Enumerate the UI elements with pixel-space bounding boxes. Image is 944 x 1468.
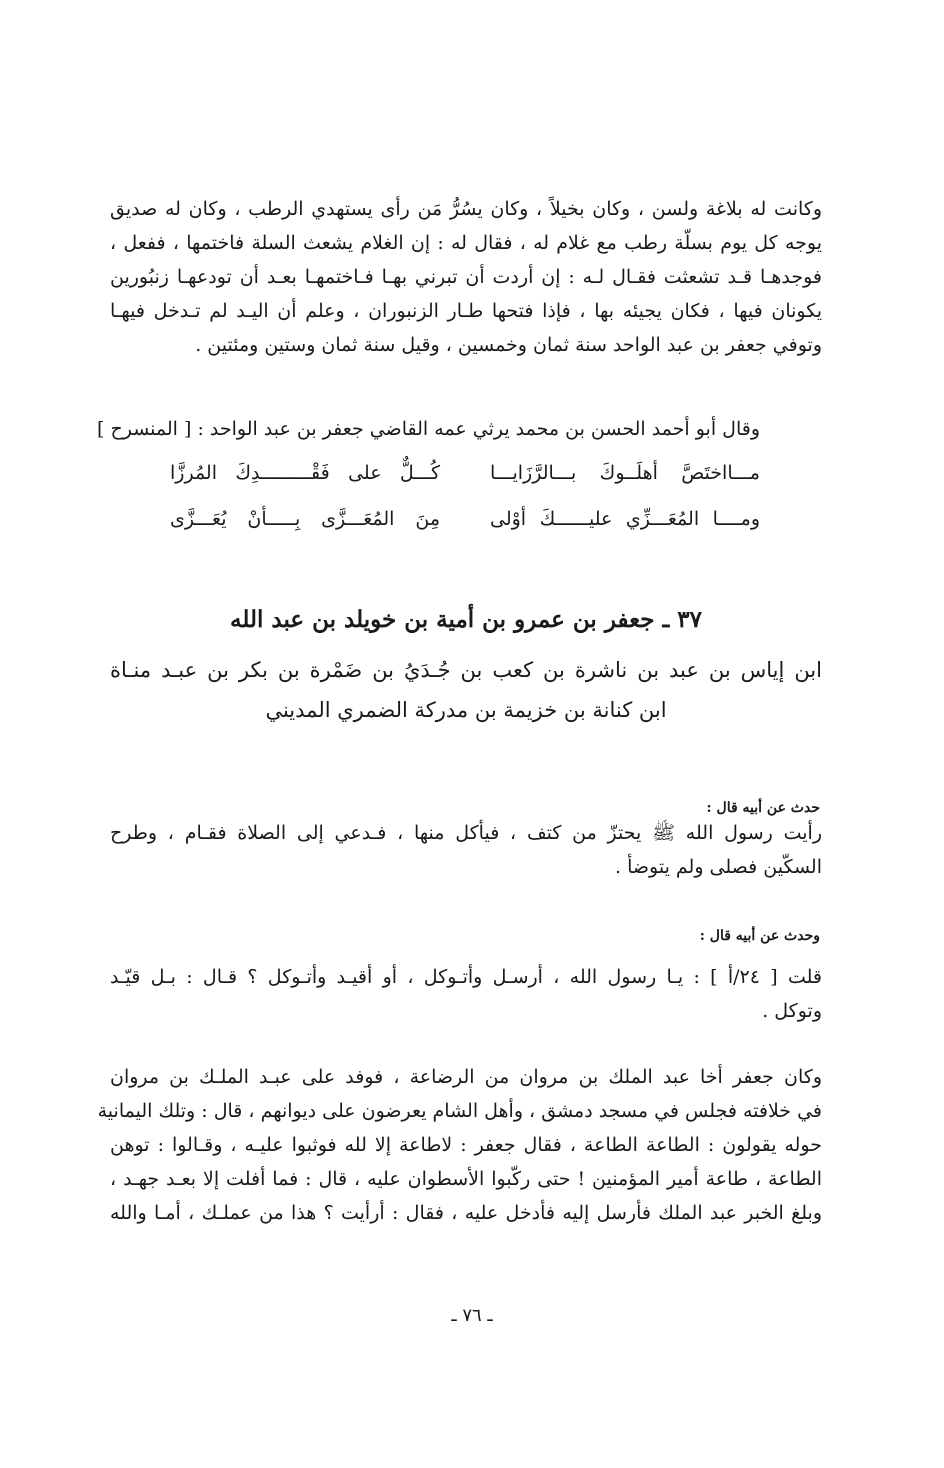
text-line: وتوكل . <box>762 1000 822 1022</box>
verse-second-hemistich: مِنَ المُعَـــزَّى بِـــــأنْ يُعَـــزَّى <box>170 508 440 530</box>
paragraph-2 <box>97 1060 822 1230</box>
text-line: وقال أبو أحمد الحسن بن محمد يرثي عمه القاضي جعفر بن عبد الواحد : [ المنسرح ] <box>97 418 760 440</box>
text-line: السكّين فصلى ولم يتوضأ . <box>615 856 822 878</box>
section-heading: ٣٧ ـ جعفر بن عمرو بن أمية بن خويلد بن عبد الله <box>230 606 702 633</box>
text-line: وتوفي جعفر بن عبد الواحد سنة ثمان وخمسين ، وقيل سنة ثمان وستين ومئتين . <box>195 334 822 356</box>
hadith-1 <box>110 816 822 884</box>
verse-second-hemistich: كُـــلٌّ على فَقْـــــــــدِكَ المُرزَّا <box>170 462 440 484</box>
text-line: ابن كنانة بن خزيمة بن مدركة الضمري المديني <box>265 698 667 722</box>
narration-label: حدث عن أبيه قال : <box>706 800 820 816</box>
page-number: ـ ٧٦ ـ <box>451 1305 493 1326</box>
text-line: وكانت له بلاغة ولسن ، وكان بخيلاً ، وكان يسُرُّ مَن رأى يستهدي الرطب ، وكان له صديق <box>110 198 822 220</box>
text-line: في خلافته فجلس في مسجد دمشق ، وأهل الشام يعرضون على ديوانهم ، قال : وتلك اليمانية <box>97 1100 822 1122</box>
text-line: يكونان فيها ، فكان يجيئه بها ، فإذا فتحها طـار الزنبوران ، وعلم أن اليـد لم تـدخل فيهـا <box>110 300 822 322</box>
poem-verse <box>170 462 760 484</box>
verse-first-hemistich: مـــااختَصَّ أهلَــوكَ بـــالرَّزَايـــا <box>490 462 760 484</box>
lineage <box>110 650 822 730</box>
text-line: حوله يقولون : الطاعة الطاعة ، فقال جعفر : لاطاعة إلا لله فوثبوا عليـه ، وقـالوا : توهن <box>110 1134 822 1156</box>
text-line: ابن إياس بن عبد بن ناشرة بن كعب بن جُـدَيُ بن ضَمْرة بن بكر بن عبـد منـاة <box>110 658 822 682</box>
text-line: رأيت رسول الله ﷺ يحتزّ من كتف ، فيأكل منها ، فـدعي إلى الصلاة فقـام ، وطرح <box>110 822 822 844</box>
narration-label: وحدث عن أبيه قال : <box>699 928 820 944</box>
poem-intro <box>97 412 822 446</box>
hadith-2 <box>110 960 822 1028</box>
text-line: قلت [ ٢٤/أ ] : يـا رسول الله ، أرسـل وأتـوكل ، أو أقيـد وأتـوكل ؟ قـال : بـل قيّـد <box>110 966 822 988</box>
text-line: فوجدهـا قـد تشعثت فقـال لـه : إن أردت أن تبرني بهـا فـاختمهـا بعـد أن تودعهـا زنبُورين <box>110 266 822 288</box>
poem-verse <box>170 508 760 530</box>
paragraph-1 <box>110 192 822 362</box>
text-line: يوجه كل يوم بسلّة رطب مع غلام له ، فقال له : إن الغلام يشعث السلة فاختمها ، ففعل ، <box>110 232 822 254</box>
text-line: الطاعة ، طاعة أمير المؤمنين ! حتى ركّبوا الأسطوان عليه ، قال : فما أفلت إلا بعـد جهـد ، <box>110 1168 822 1190</box>
text-line: وكان جعفر أخا عبد الملك بن مروان من الرضاعة ، فوفد على عبـد الملـك بن مروان <box>110 1066 822 1088</box>
verse-first-hemistich: ومــــا المُعَـــزِّي عليــــــكَ أوْلى <box>490 508 760 530</box>
text-line: وبلغ الخبر عبد الملك فأرسل إليه فأدخل عليه ، فقال : أرأيت ؟ هذا من عملـك ، أمـا والله <box>110 1202 822 1224</box>
